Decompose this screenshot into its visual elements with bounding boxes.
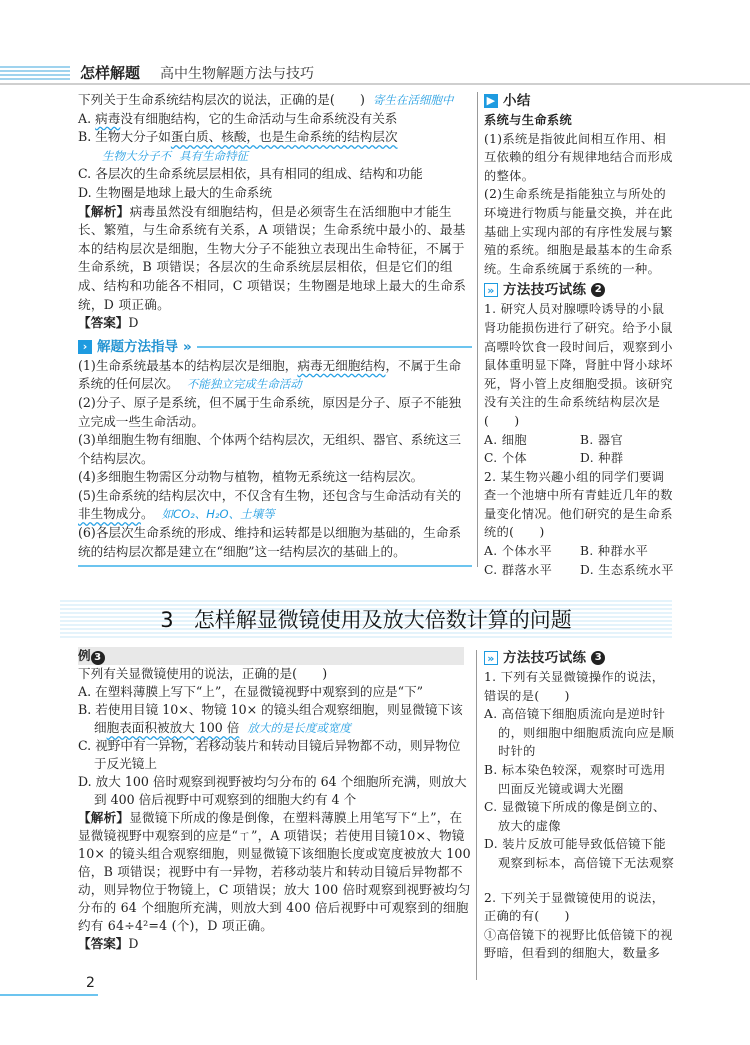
header-divider [0, 83, 750, 85]
option: B. 标本染色较深，观察时可选用凹面反光镜或调大光圈 [484, 762, 666, 796]
answer: 【答案】D [78, 315, 139, 331]
column-divider [476, 650, 477, 980]
practice3 [484, 648, 676, 963]
option-a: A. 在塑料薄膜上写下“上”，在显微镜视野中观察到的应是“下” [78, 684, 424, 699]
handwritten-note: 具有生命特征 [179, 148, 248, 163]
option: A. 高倍镜下细胞质流向是逆时针的，则细胞中细胞质流向应是顺时针的 [484, 707, 675, 759]
option: D. 装片反放可能导致低倍镜下能观察到标本，高倍镜下无法观察 [484, 837, 675, 870]
double-chevron-icon: » [484, 283, 498, 297]
practice-question: 1. 下列有关显微镜操作的说法，错误的是( ) [484, 670, 665, 703]
option: C. 个体 [484, 451, 528, 466]
question: 下列有关显微镜使用的说法，正确的是( ) [78, 666, 328, 681]
handwritten-note: 生物大分子不 [102, 148, 171, 163]
option-c: C. 各层次的生命系统层层相依，具有相同的组成、结构和功能 [78, 166, 423, 182]
option-d: D. 放大 100 倍时观察到视野被均匀分布的 64 个细胞所充满，则放大到 400 倍后视野中可观察到的细胞大约有 4 个 [78, 774, 467, 807]
header-stripes [0, 66, 70, 80]
option-c: C. 视野中有一异物，若移动装片和转动目镜后异物都不动，则异物位于反光镜上 [78, 738, 461, 771]
option: D. 生态系统水平 [580, 562, 674, 577]
option: C. 群落水平 [484, 562, 553, 577]
play-icon: ▶ [484, 94, 498, 108]
header-subtitle: 高中生物解题方法与技巧 [160, 66, 314, 82]
handwritten-note: 放大的是长度或宽度 [247, 721, 351, 735]
guide-item: (3)单细胞生物有细胞、个体两个结构层次，无组织、器官、系统这三个结构层次。 [78, 432, 462, 466]
summary [484, 91, 676, 579]
guide-item: (5)生命系统的结构层次中，不仅含有生物，还包含与生命活动有关的非生物成分。 如CO₂、H₂O、土壤等 [78, 487, 472, 524]
option: A. 细胞 [484, 432, 527, 447]
header-title: 怎样解题 [80, 64, 141, 82]
practice2-heading: » 方法技巧试练 2 [484, 280, 676, 300]
option-b: B. 若使用目镜 10×、物镜 10× 的镜头组合观察细胞，则显微镜下该细胞表面积被放大 100 倍 放大的是长度或宽度 [78, 702, 463, 735]
guide-heading: › 解题方法指导 » [78, 337, 472, 357]
option: C. 显微镜下所成的像是倒立的、放大的虚像 [484, 800, 666, 833]
page-number: 2 [86, 975, 95, 991]
practice-question: 1. 研究人员对腺嘌呤诱导的小鼠肾功能损伤进行了研究。给予小鼠高嘌呤饮食一段时间后，观察到小鼠体重明显下降，肾脏中肾小球坏死，肾小管上皮细胞受损。该研究没有关注的生命系统结构层次是( ) [484, 302, 673, 428]
guide-item: (6)各层次生命系统的形成、维持和运转都是以细胞为基础的，生命系统的结构层次都是建立在“细胞”这一结构层次的基础上的。 [78, 525, 462, 559]
chevron-icon: › [78, 340, 92, 354]
column-divider [477, 92, 478, 567]
left-top-column [78, 91, 472, 567]
guide-item: (2)分子、原子是系统，但不属于生命系统，原因是分子、原子不能独立完成一些生命活动。 [78, 394, 462, 429]
handwritten-note: 如CO₂、H₂O、土壤等 [161, 507, 275, 522]
practice-question: 2. 下列关于显微镜使用的说法，正确的有( ) [484, 890, 665, 924]
option-d: D. 生物圈是地球上最大的生命系统 [78, 184, 272, 200]
example2 [78, 91, 472, 333]
practice3-heading: » 方法技巧试练 3 [484, 648, 676, 668]
option: A. 个体水平 [484, 544, 553, 559]
guide-bottom-line [78, 565, 472, 567]
option-a: A. 病毒没有细胞结构，它的生命活动与生命系统没有关系 [78, 110, 398, 126]
practice-question: 2. 某生物兴趣小组的同学们要调查一个池塘中所有青蛙近几年的数量变化情况。他们研究的是生命系统的( ) [484, 469, 673, 540]
option-b: B. 生物大分子如蛋白质、核酸，也是生命系统的结构层次生物大分子不 具有生命特征 [78, 128, 472, 165]
handwritten-note: 寄生在活细胞中 [372, 93, 454, 107]
option: B. 种群水平 [580, 544, 649, 559]
analysis: 【解析】显微镜下所成的像是倒像，在塑料薄膜上用笔写下“上”，在显微镜视野中观察到的应是“ㄒ”，A 项错误；若使用目镜10×、物镜10× 的镜头组合观察细胞，则显微镜下该细胞长度或宽度被放大 100 倍，B 项错误；视野中有一异物，若移动装片和转动目镜后异物都不动，则异物位于物镜上，C 项错误；放大 100 倍时观察到视野被均匀分布的 64 个细胞所充满，则放大到 400 倍后视野中可观察到的细胞约有 64÷4²=4 (个)，D 项正确。 [78, 810, 471, 933]
analysis: 【解析】病毒虽然没有细胞结构，但是必须寄生在活细胞中才能生长、繁殖，与生命系统有关系，A 项错误；生命系统中最小的、最基本的结构层次是细胞，生物大分子不能独立表现出生命特征，不属于生命系统，B 项错误；各层次的生命系统层层相依，但是它们的组成、结构和功能各不相同，C 项错误；生物圈是地球上最大的生命系统，D 项正确。 [78, 203, 467, 312]
summary-subtitle: 系统与生命系统 [484, 113, 573, 127]
summary-heading: ▶ 小结 [484, 91, 676, 111]
example-label: 例 3 [78, 647, 464, 665]
page-number-line [0, 994, 98, 996]
section-title: 3 怎样解显微镜使用及放大倍数计算的问题 [160, 608, 572, 632]
summary-item: (1)系统是指彼此间相互作用、相互依赖的组分有规律地结合而形成的整体。 [484, 131, 673, 183]
guide-item: (4)多细胞生物需区分动物与植物，植物无系统这一结构层次。 [78, 469, 424, 485]
guide-item: (1)生命系统最基本的结构层次是细胞，病毒无细胞结构，不属于生命系统的任何层次。 不能独立完成生命活动 [78, 357, 472, 394]
summary-item: (2)生命系统是指能独立与所处的环境进行物质与能量交换，并在此基础上实现内部的有序性发展与繁殖的系统。细胞是最基本的生命系统。生命系统属于系统的一种。 [484, 187, 673, 276]
statement: ①高倍镜下的视野比低倍镜下的视野暗，但看到的细胞大，数量多 [484, 927, 673, 961]
method-guide [78, 337, 472, 568]
option: D. 种群 [580, 451, 624, 466]
handwritten-note: 不能独立完成生命活动 [186, 377, 302, 392]
double-chevron-icon: » [484, 651, 498, 665]
example3 [78, 647, 472, 953]
answer: 【答案】D [78, 936, 139, 951]
option: B. 器官 [580, 432, 624, 447]
question: 下列关于生命系统结构层次的说法，正确的是( ) 寄生在活细胞中 [78, 91, 472, 110]
